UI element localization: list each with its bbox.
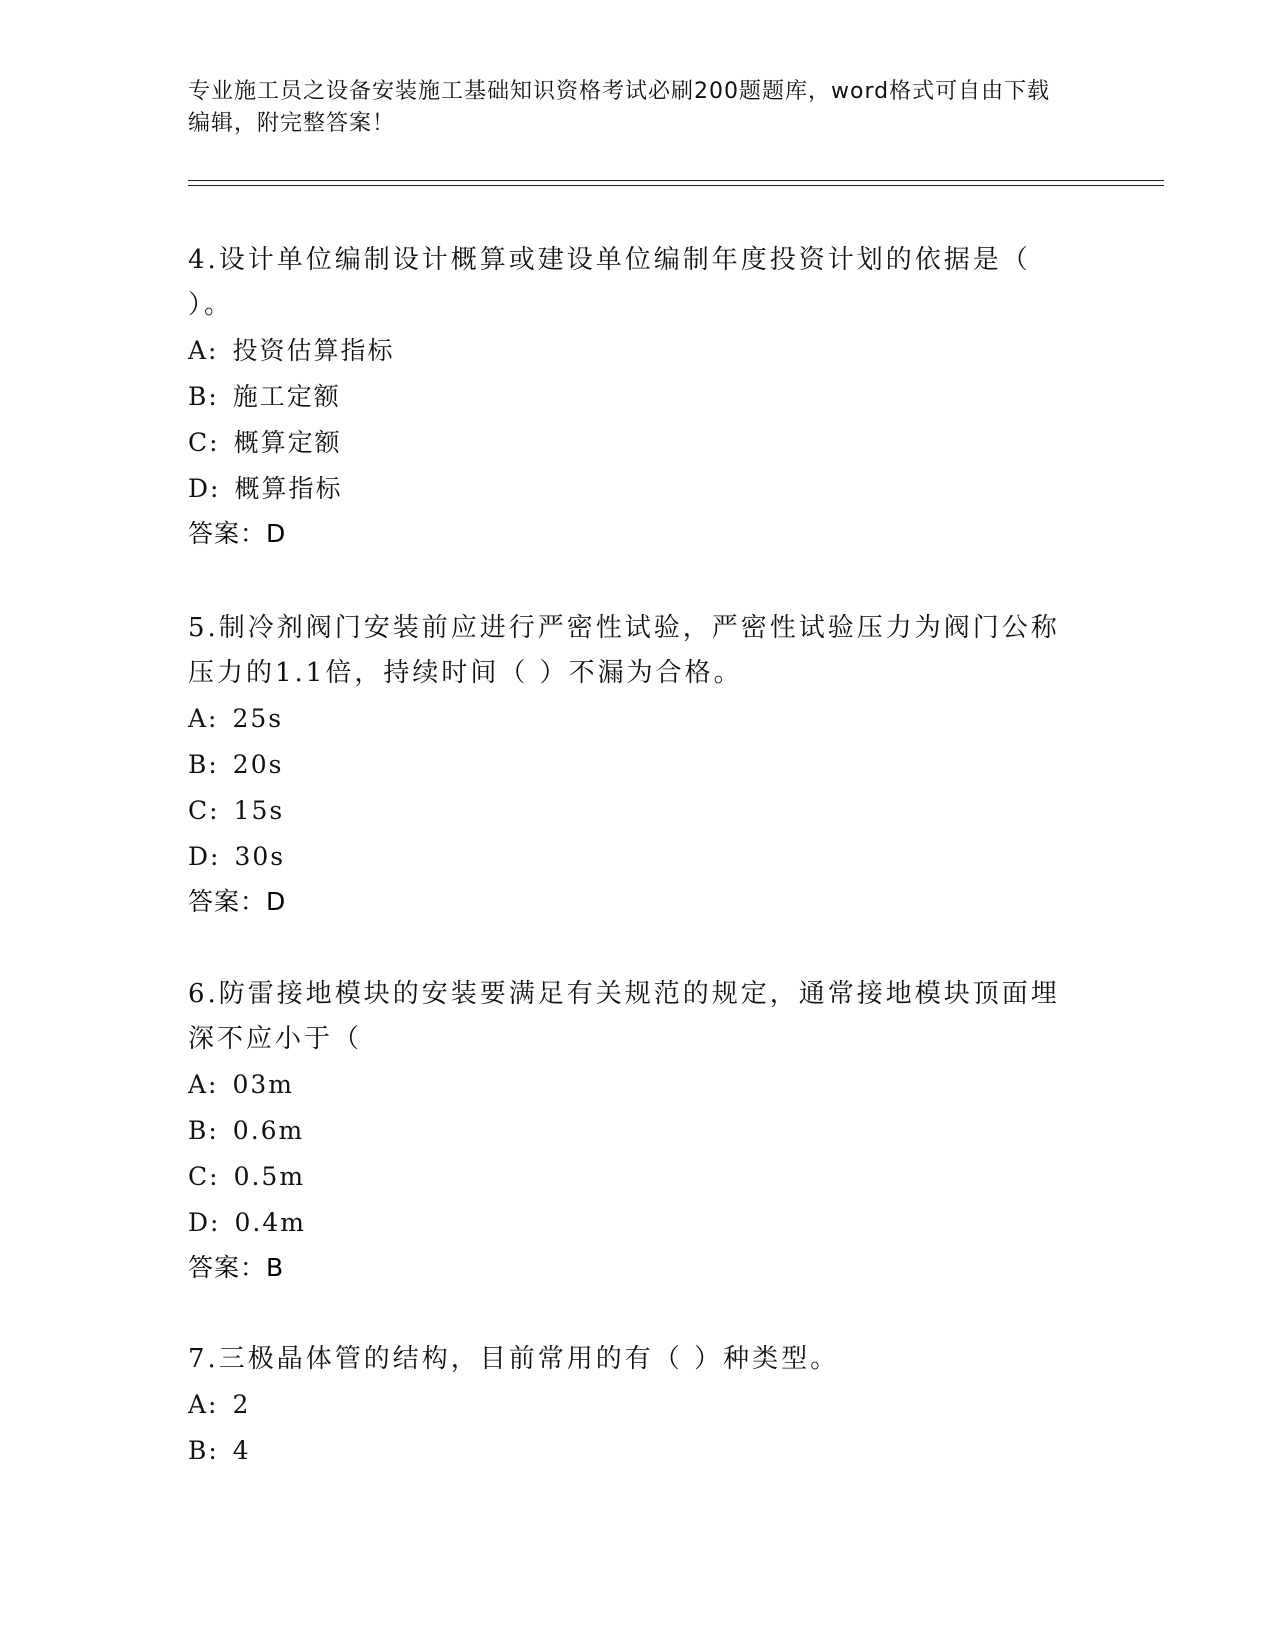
option-letter: D: [188, 842, 221, 871]
option-text: 0.4m [234, 1208, 306, 1237]
option-text: 2 [232, 1390, 251, 1419]
option-letter: B: [188, 1116, 219, 1145]
option-letter: A: [188, 336, 219, 365]
option-text: 0.6m [232, 1116, 305, 1145]
question-stem: 6.防雷接地模块的安装要满足有关规范的规定，通常接地模块顶面埋深不应小于（ [188, 979, 1060, 1054]
option-text: 25s [232, 704, 284, 733]
option-b [188, 1108, 1068, 1154]
answer-line: 答案：D [188, 887, 287, 916]
option-d [188, 466, 1068, 512]
option-text: 投资估算指标 [232, 336, 395, 365]
option-b [188, 374, 1068, 420]
option-letter: B: [188, 1436, 219, 1465]
question-7 [188, 1337, 1068, 1474]
answer-line: 答案：D [188, 519, 287, 548]
option-letter: A: [188, 1070, 219, 1099]
option-a [188, 1382, 1068, 1428]
option-text: 概算定额 [233, 428, 342, 457]
option-b [188, 742, 1068, 788]
option-d [188, 834, 1068, 880]
option-c [188, 788, 1068, 834]
option-b [188, 1428, 1068, 1474]
option-text: 15s [233, 796, 285, 825]
question-6 [188, 972, 1068, 1290]
option-text: 0.5m [233, 1162, 306, 1191]
header-divider-bottom [188, 185, 1164, 186]
option-letter: B: [188, 750, 219, 779]
option-c [188, 1154, 1068, 1200]
option-text: 03m [232, 1070, 295, 1099]
option-text: 30s [234, 842, 286, 871]
option-text: 4 [232, 1436, 251, 1465]
option-c [188, 420, 1068, 466]
option-letter: B: [188, 382, 219, 411]
document-header: 专业施工员之设备安装施工基础知识资格考试必刷200题题库，word格式可自由下载编辑，附完整答案！ [188, 79, 1051, 136]
option-letter: A: [188, 1390, 219, 1419]
option-a [188, 1062, 1068, 1108]
header-divider-top [188, 180, 1164, 181]
option-letter: C: [188, 428, 220, 457]
question-5 [188, 606, 1068, 924]
option-letter: D: [188, 1208, 221, 1237]
question-4 [188, 238, 1068, 556]
option-text: 20s [232, 750, 284, 779]
question-stem: 7.三极晶体管的结构，目前常用的有（ ）种类型。 [188, 1344, 840, 1374]
question-stem: 4.设计单位编制设计概算或建设单位编制年度投资计划的依据是（ ）。 [188, 245, 1031, 320]
option-letter: C: [188, 796, 220, 825]
question-stem: 5.制冷剂阀门安装前应进行严密性试验，严密性试验压力为阀门公称压力的1.1倍，持续时间（ ）不漏为合格。 [188, 613, 1060, 688]
option-d [188, 1200, 1068, 1246]
option-a [188, 328, 1068, 374]
option-text: 施工定额 [232, 382, 341, 411]
option-text: 概算指标 [234, 474, 343, 503]
option-letter: C: [188, 1162, 220, 1191]
answer-line: 答案：B [188, 1253, 285, 1282]
option-letter: D: [188, 474, 221, 503]
option-letter: A: [188, 704, 219, 733]
option-a [188, 696, 1068, 742]
